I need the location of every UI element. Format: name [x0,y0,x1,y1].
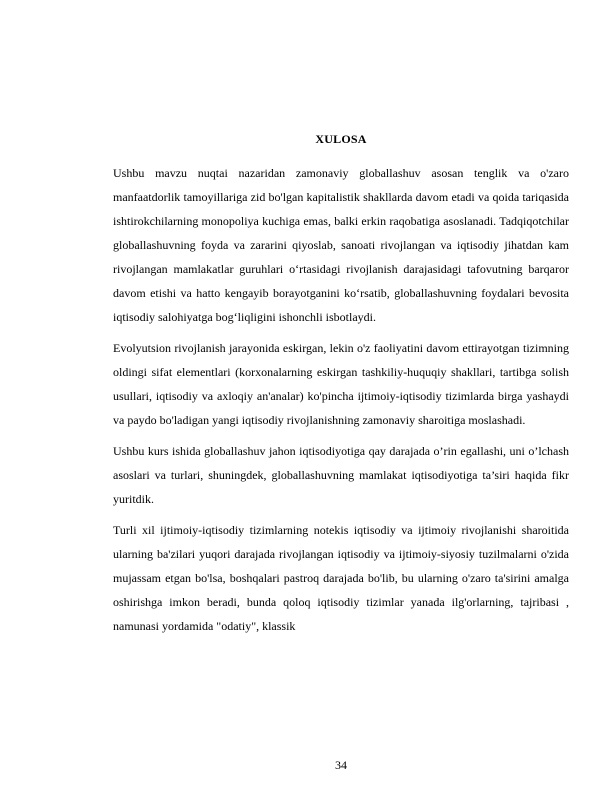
section-title: XULOSA [315,132,367,146]
page-number: 34 [335,758,347,772]
paragraph-1: Ushbu mavzu nuqtai nazaridan zamonaviy globallashuv asosan tenglik va o'zaro manfaatdorlik tamoyillariga zid bo'lgan kapitalistik shakllarda davom etadi va qoida tariqasida ishtirokchilarning monopoliya kuchiga emas, balki erkin raqobatiga asoslanadi. Tadqiqotchilar globallashuvning foyda va zararini qiyoslab, sanoati rivojlangan va iqtisodiy jihatdan kam rivojlangan mamlakatlar guruhlari o‘rtasidagi rivojlanish darajasidagi tafovutning barqaror davom etishi va hatto kengayib borayotganini ko‘rsatib, globallashuvning foydalari bevosita iqtisodiy salohiyatga bog‘liqligini ishonchli isbotlaydi. [113,166,569,324]
paragraph-2: Evolyutsion rivojlanish jarayonida eskirgan, lekin o'z faoliyatini davom ettirayotgan tizimning oldingi sifat elementlari (korxonalarning eskirgan tashkiliy-huquqiy shakllari, tartibga solish usullari, iqtisodiy va axloqiy an'analar) ko'pincha ijtimoiy-iqtisodiy tizimlarda birga yashaydi va paydo bo'ladigan yangi iqtisodiy rivojlanishning zamonaviy sharoitiga moslashadi. [113,341,569,427]
paragraph-4: Turli xil ijtimoiy-iqtisodiy tizimlarning notekis iqtisodiy va ijtimoiy rivojlanishi sharoitida ularning ba'zilari yuqori darajada rivojlangan iqtisodiy va ijtimoiy-siyosiy tuzilmalarni o'zida mujassam etgan bo'lsa, boshqalari pastroq darajada bo'lib, bu ularning o'zaro ta'sirini amalga oshirishga imkon beradi, bunda qoloq iqtisodiy tizimlar yanada ilg'orlarning, tajribasi , namunasi yordamida "odatiy", klassik [113,523,569,633]
paragraph-3: Ushbu kurs ishida globallashuv jahon iqtisodiyotiga qay darajada o’rin egallashi, uni o’lchash asoslari va turlari, shuningdek, globallashuvning mamlakat iqtisodiyotiga ta’siri haqida fikr yuritdik. [113,444,569,506]
document-body [113,161,569,645]
